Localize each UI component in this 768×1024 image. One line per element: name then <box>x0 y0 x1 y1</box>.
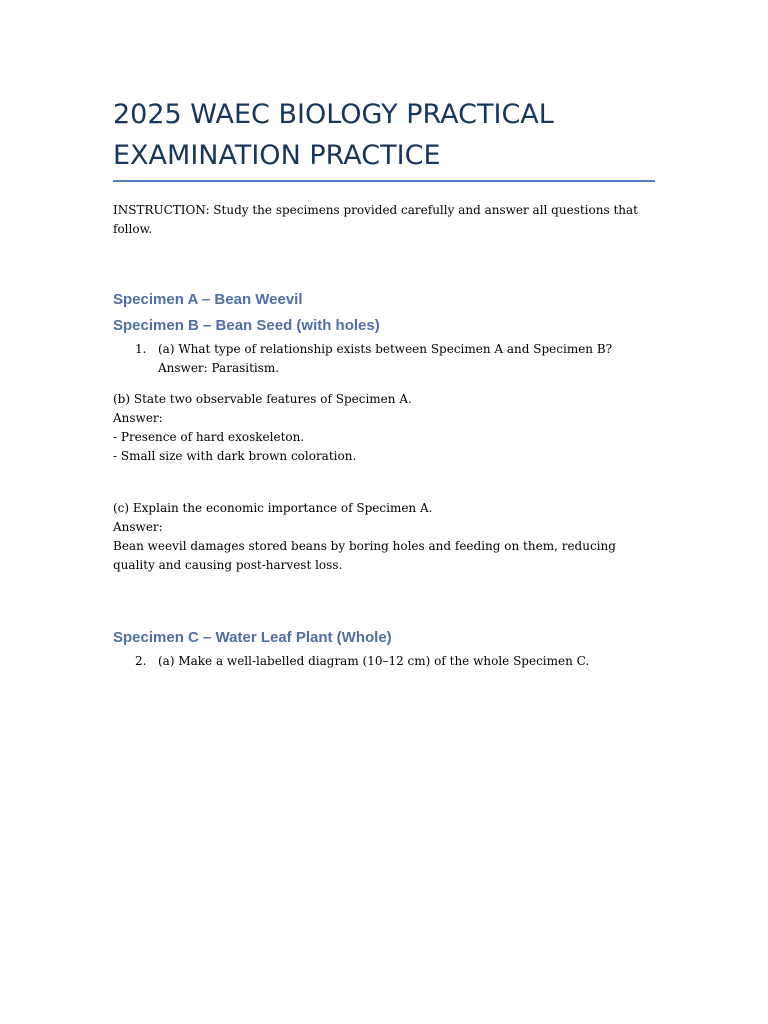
question-1c-answer-label: Answer: <box>113 520 163 534</box>
question-1-number: 1. <box>135 342 147 356</box>
question-1b-answer-line-1: - Presence of hard exoskeleton. <box>113 430 305 444</box>
question-1c-text: (c) Explain the economic importance of Specimen A. <box>113 501 433 515</box>
question-1b-block <box>113 390 653 466</box>
question-1b-answer-label: Answer: <box>113 411 163 425</box>
question-2-content <box>158 652 658 671</box>
instruction-text: INSTRUCTION: Study the specimens provided carefully and answer all questions that follow. <box>113 203 638 236</box>
question-1a-answer: Answer: Parasitism. <box>158 361 280 375</box>
question-1c-block <box>113 499 653 575</box>
question-1-content <box>158 340 658 378</box>
title-underline <box>113 180 655 182</box>
question-1c-answer-text: Bean weevil damages stored beans by boring holes and feeding on them, reducing quality and causing post-harvest loss. <box>113 539 616 572</box>
question-1a-text: (a) What type of relationship exists between Specimen A and Specimen B? <box>158 342 613 356</box>
question-2-number: 2. <box>135 654 147 668</box>
specimen-b-heading: Specimen B – Bean Seed (with holes) <box>113 317 380 334</box>
specimen-c-heading: Specimen C – Water Leaf Plant (Whole) <box>113 629 392 646</box>
specimen-a-heading: Specimen A – Bean Weevil <box>113 291 303 308</box>
document-title: 2025 WAEC BIOLOGY PRACTICAL EXAMINATION PRACTICE <box>113 99 554 171</box>
question-1b-text: (b) State two observable features of Specimen A. <box>113 392 412 406</box>
question-1b-answer-line-2: - Small size with dark brown coloration. <box>113 449 357 463</box>
question-2a-text: (a) Make a well-labelled diagram (10–12 cm) of the whole Specimen C. <box>158 654 590 668</box>
